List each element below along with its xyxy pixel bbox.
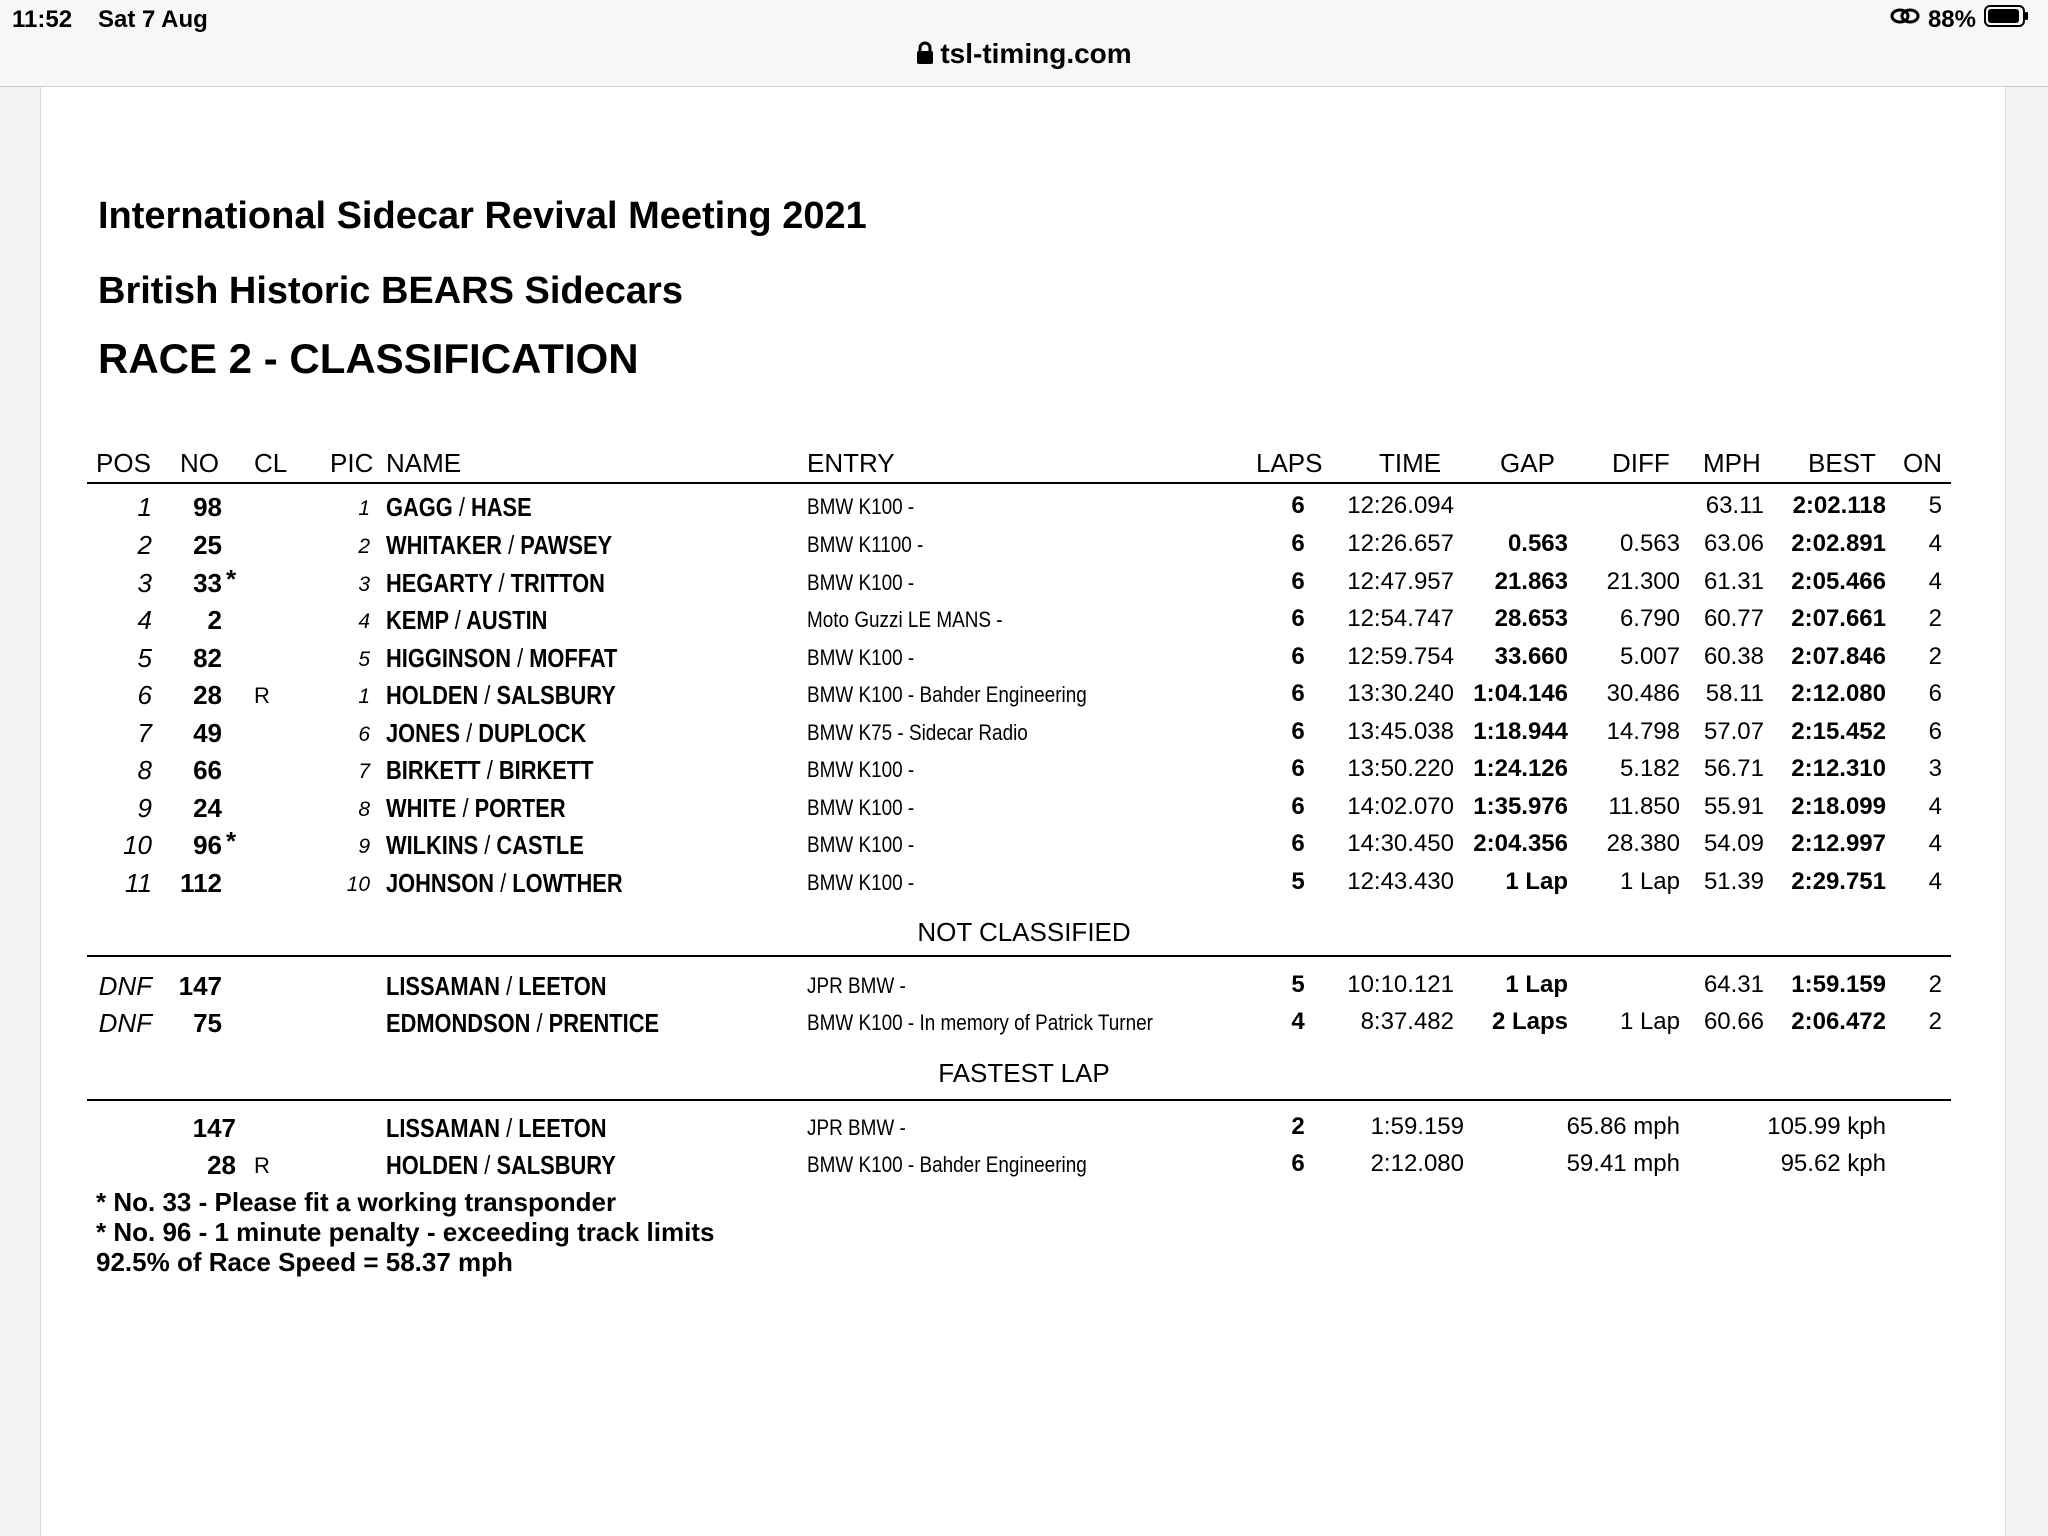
header-time: TIME <box>1379 448 1442 478</box>
car-number: 82 <box>193 643 222 673</box>
table-row <box>0 826 2048 866</box>
gap: 2:04.356 <box>1473 830 1568 857</box>
battery-icon <box>1984 4 2030 35</box>
gap: 2 Laps <box>1491 1008 1568 1035</box>
crew-name: WHITAKER / PAWSEY <box>386 530 613 560</box>
url-text[interactable]: tsl-timing.com <box>940 38 1132 69</box>
entry: BMW K100 - <box>807 494 915 519</box>
mph: 60.77 <box>1703 605 1764 632</box>
pic: 1 <box>358 497 370 520</box>
laps: 6 <box>1291 605 1305 632</box>
time: 12:59.754 <box>1347 643 1454 670</box>
best-lap: 2:02.118 <box>1792 492 1886 519</box>
pic: 9 <box>358 835 370 858</box>
table-row <box>0 1113 2048 1149</box>
time: 13:30.240 <box>1347 680 1454 707</box>
pic: 1 <box>358 685 370 708</box>
mph: 55.91 <box>1703 793 1764 820</box>
table-row <box>0 1008 2048 1044</box>
table-row <box>0 530 2048 566</box>
table-row <box>0 755 2048 791</box>
laps: 4 <box>1291 1008 1305 1035</box>
entry: BMW K1100 - <box>807 532 924 557</box>
header-best: BEST <box>1808 448 1876 478</box>
car-number: 28 <box>207 1150 236 1180</box>
car-number: 147 <box>178 971 222 1001</box>
time: 8:37.482 <box>1360 1008 1454 1035</box>
diff: 11.850 <box>1608 793 1680 820</box>
on-lap: 5 <box>1928 492 1942 519</box>
best-lap: 2:29.751 <box>1791 868 1886 895</box>
gap: 21.863 <box>1494 568 1568 595</box>
mph: 54.09 <box>1703 830 1764 857</box>
status-right <box>1890 4 2030 35</box>
header-rule <box>87 482 1951 484</box>
laps: 6 <box>1291 755 1305 782</box>
lap-time: 1:59.159 <box>1370 1113 1464 1140</box>
diff: 30.486 <box>1606 680 1680 707</box>
best-lap: 2:15.452 <box>1791 718 1886 745</box>
crew-name: LISSAMAN / LEETON <box>386 971 607 1001</box>
car-number: 2 <box>207 605 222 635</box>
mph: 60.66 <box>1703 1008 1764 1035</box>
laps: 6 <box>1291 530 1305 557</box>
table-row <box>0 492 2048 528</box>
laps: 6 <box>1291 492 1305 519</box>
best-lap: 2:07.846 <box>1791 643 1886 670</box>
note-race-speed: 92.5% of Race Speed = 58.37 mph <box>96 1247 513 1277</box>
pos: 3 <box>137 568 152 598</box>
best-lap: 2:18.099 <box>1791 793 1886 820</box>
car-number: 112 <box>180 868 222 898</box>
car-number: 98 <box>193 492 222 522</box>
diff: 5.007 <box>1619 643 1680 670</box>
header-entry: ENTRY <box>807 448 895 478</box>
laps: 5 <box>1291 868 1305 895</box>
address-bar[interactable] <box>0 38 2048 72</box>
header-name: NAME <box>386 448 462 478</box>
time: 13:45.038 <box>1347 718 1454 745</box>
crew-name: JOHNSON / LOWTHER <box>386 868 623 898</box>
lap-time: 2:12.080 <box>1370 1150 1464 1177</box>
fastest-lap-heading: FASTEST LAP <box>938 1058 1110 1088</box>
gap: 28.653 <box>1494 605 1568 632</box>
table-row <box>0 643 2048 679</box>
crew-name: JONES / DUPLOCK <box>386 718 587 748</box>
status-time: 11:52 <box>12 6 73 33</box>
on-lap: 4 <box>1928 793 1942 820</box>
mph: 63.11 <box>1705 492 1764 519</box>
pic: 4 <box>358 610 370 633</box>
gap: 1:24.126 <box>1473 755 1568 782</box>
on-lap: 2 <box>1928 971 1942 998</box>
table-row <box>0 680 2048 716</box>
document-title: International Sidecar Revival Meeting 2021 <box>98 195 867 237</box>
diff: 1 Lap <box>1619 1008 1680 1035</box>
gap: 1:18.944 <box>1473 718 1568 745</box>
header-pic: PIC <box>330 448 374 478</box>
not-classified-heading: NOT CLASSIFIED <box>917 917 1131 947</box>
on-lap: 4 <box>1928 830 1942 857</box>
entry: JPR BMW - <box>807 1115 906 1140</box>
entry: BMW K100 - <box>807 645 915 670</box>
diff: 6.790 <box>1619 605 1680 632</box>
on-lap: 2 <box>1928 643 1942 670</box>
crew-name: HIGGINSON / MOFFAT <box>386 643 618 673</box>
table-row <box>0 564 2048 604</box>
crew-name: HEGARTY / TRITTON <box>386 568 605 598</box>
speed-kph: 95.62 kph <box>1780 1150 1886 1177</box>
pos: 11 <box>125 868 152 898</box>
entry: BMW K100 - Bahder Engineering <box>807 1152 1087 1177</box>
pos: 2 <box>137 530 152 560</box>
gap: 33.660 <box>1494 643 1568 670</box>
time: 12:26.094 <box>1347 492 1454 519</box>
best-lap: 2:07.661 <box>1791 605 1886 632</box>
mph: 61.31 <box>1703 568 1764 595</box>
table-row <box>0 868 2048 904</box>
lap: 2 <box>1291 1113 1305 1140</box>
pic: 2 <box>358 535 370 558</box>
table-row <box>0 605 2048 641</box>
car-number: 33 <box>193 568 222 598</box>
mph: 60.38 <box>1703 643 1764 670</box>
gap: 1 Lap <box>1505 868 1568 895</box>
browser-top-bar <box>0 0 2048 87</box>
car-number: 28 <box>193 680 222 710</box>
link-icon <box>1890 5 1920 34</box>
table-row <box>0 1150 2048 1186</box>
pic: 10 <box>346 873 370 896</box>
crew-name: BIRKETT / BIRKETT <box>386 755 594 785</box>
crew-name: LISSAMAN / LEETON <box>386 1113 607 1143</box>
pos: 7 <box>137 718 152 748</box>
header-on: ON <box>1903 448 1942 478</box>
time: 12:43.430 <box>1347 868 1454 895</box>
time: 14:02.070 <box>1347 793 1454 820</box>
gap: 1:35.976 <box>1473 793 1568 820</box>
pos: 10 <box>123 830 152 860</box>
mph: 63.06 <box>1703 530 1764 557</box>
battery-percent: 88% <box>1927 5 1976 33</box>
best-lap: 2:06.472 <box>1791 1008 1886 1035</box>
best-lap: 2:05.466 <box>1791 568 1886 595</box>
diff: 1 Lap <box>1619 868 1680 895</box>
mph: 57.07 <box>1703 718 1764 745</box>
laps: 6 <box>1291 830 1305 857</box>
time: 10:10.121 <box>1347 971 1454 998</box>
pos: 4 <box>137 605 152 635</box>
header-cl: CL <box>254 448 288 478</box>
entry: BMW K100 - Bahder Engineering <box>807 682 1087 707</box>
note-transponder: * No. 33 - Please fit a working transponder <box>96 1187 617 1217</box>
document-heading: RACE 2 - CLASSIFICATION <box>98 335 639 382</box>
star: * <box>226 826 237 856</box>
fastest-lap-rule <box>87 1099 1951 1101</box>
laps: 6 <box>1291 793 1305 820</box>
on-lap: 4 <box>1928 568 1942 595</box>
class: R <box>254 683 270 708</box>
car-number: 147 <box>192 1113 236 1143</box>
note-penalty: * No. 96 - 1 minute penalty - exceeding track limits <box>96 1217 715 1247</box>
pos: DNF <box>98 1008 152 1038</box>
laps: 6 <box>1291 680 1305 707</box>
not-classified-rule <box>87 955 1951 957</box>
entry: BMW K100 - <box>807 757 915 782</box>
gap: 1 Lap <box>1505 971 1568 998</box>
best-lap: 2:12.310 <box>1791 755 1886 782</box>
diff: 0.563 <box>1619 530 1680 557</box>
header-pos: POS <box>96 448 151 478</box>
pos: 8 <box>137 755 152 785</box>
crew-name: WILKINS / CASTLE <box>386 830 584 860</box>
header-gap: GAP <box>1500 448 1555 478</box>
pic: 7 <box>358 760 370 783</box>
gap: 1:04.146 <box>1473 680 1568 707</box>
entry: BMW K100 - <box>807 795 915 820</box>
entry: BMW K100 - <box>807 870 915 895</box>
best-lap: 2:02.891 <box>1791 530 1886 557</box>
pic: 5 <box>358 648 370 671</box>
table-row <box>0 971 2048 1007</box>
laps: 5 <box>1291 971 1305 998</box>
diff: 5.182 <box>1619 755 1680 782</box>
document-subtitle: British Historic BEARS Sidecars <box>98 270 683 312</box>
time: 12:47.957 <box>1347 568 1454 595</box>
header-no: NO <box>180 448 219 478</box>
mph: 56.71 <box>1703 755 1764 782</box>
pic: 6 <box>358 723 370 746</box>
speed-kph: 105.99 kph <box>1767 1113 1886 1140</box>
laps: 6 <box>1291 643 1305 670</box>
best-lap: 1:59.159 <box>1791 971 1886 998</box>
car-number: 25 <box>193 530 222 560</box>
class: R <box>254 1153 270 1178</box>
on-lap: 6 <box>1928 718 1942 745</box>
header-diff: DIFF <box>1612 448 1670 478</box>
star: * <box>226 564 237 594</box>
crew-name: HOLDEN / SALSBURY <box>386 1150 616 1180</box>
pos: 1 <box>137 492 152 522</box>
pos: 9 <box>137 793 152 823</box>
diff: 21.300 <box>1606 568 1680 595</box>
pic: 3 <box>358 573 370 596</box>
entry: Moto Guzzi LE MANS - <box>807 607 1003 632</box>
laps: 6 <box>1291 568 1305 595</box>
diff: 14.798 <box>1606 718 1680 745</box>
on-lap: 2 <box>1928 1008 1942 1035</box>
mph: 64.31 <box>1703 971 1764 998</box>
lap: 6 <box>1291 1150 1305 1177</box>
crew-name: EDMONDSON / PRENTICE <box>386 1008 660 1038</box>
gap: 0.563 <box>1507 530 1568 557</box>
diff: 28.380 <box>1606 830 1680 857</box>
table-row <box>0 718 2048 754</box>
lock-icon <box>916 40 934 72</box>
speed-mph: 65.86 mph <box>1566 1113 1680 1140</box>
entry: BMW K100 - <box>807 570 915 595</box>
car-number: 75 <box>193 1008 222 1038</box>
car-number: 66 <box>193 755 222 785</box>
time: 12:54.747 <box>1347 605 1454 632</box>
car-number: 96 <box>193 830 222 860</box>
time: 13:50.220 <box>1347 755 1454 782</box>
table-row <box>0 793 2048 829</box>
time: 14:30.450 <box>1347 830 1454 857</box>
on-lap: 2 <box>1928 605 1942 632</box>
entry: BMW K100 - In memory of Patrick Turner <box>807 1010 1153 1035</box>
mph: 51.39 <box>1703 868 1764 895</box>
entry: JPR BMW - <box>807 973 906 998</box>
pos: 5 <box>137 643 152 673</box>
crew-name: WHITE / PORTER <box>386 793 566 823</box>
pic: 8 <box>358 798 370 821</box>
on-lap: 4 <box>1928 868 1942 895</box>
crew-name: KEMP / AUSTIN <box>386 605 548 635</box>
best-lap: 2:12.080 <box>1791 680 1886 707</box>
best-lap: 2:12.997 <box>1791 830 1886 857</box>
pos: DNF <box>98 971 152 1001</box>
laps: 6 <box>1291 718 1305 745</box>
header-laps: LAPS <box>1256 448 1323 478</box>
on-lap: 4 <box>1928 530 1942 557</box>
on-lap: 3 <box>1928 755 1942 782</box>
time: 12:26.657 <box>1347 530 1454 557</box>
pos: 6 <box>137 680 152 710</box>
car-number: 24 <box>193 793 222 823</box>
status-date: Sat 7 Aug <box>98 6 208 33</box>
car-number: 49 <box>193 718 222 748</box>
entry: BMW K75 - Sidecar Radio <box>807 720 1028 745</box>
header-mph: MPH <box>1703 448 1761 478</box>
crew-name: GAGG / HASE <box>386 492 532 522</box>
speed-mph: 59.41 mph <box>1566 1150 1680 1177</box>
entry: BMW K100 - <box>807 832 915 857</box>
mph: 58.11 <box>1705 680 1764 707</box>
on-lap: 6 <box>1928 680 1942 707</box>
crew-name: HOLDEN / SALSBURY <box>386 680 616 710</box>
